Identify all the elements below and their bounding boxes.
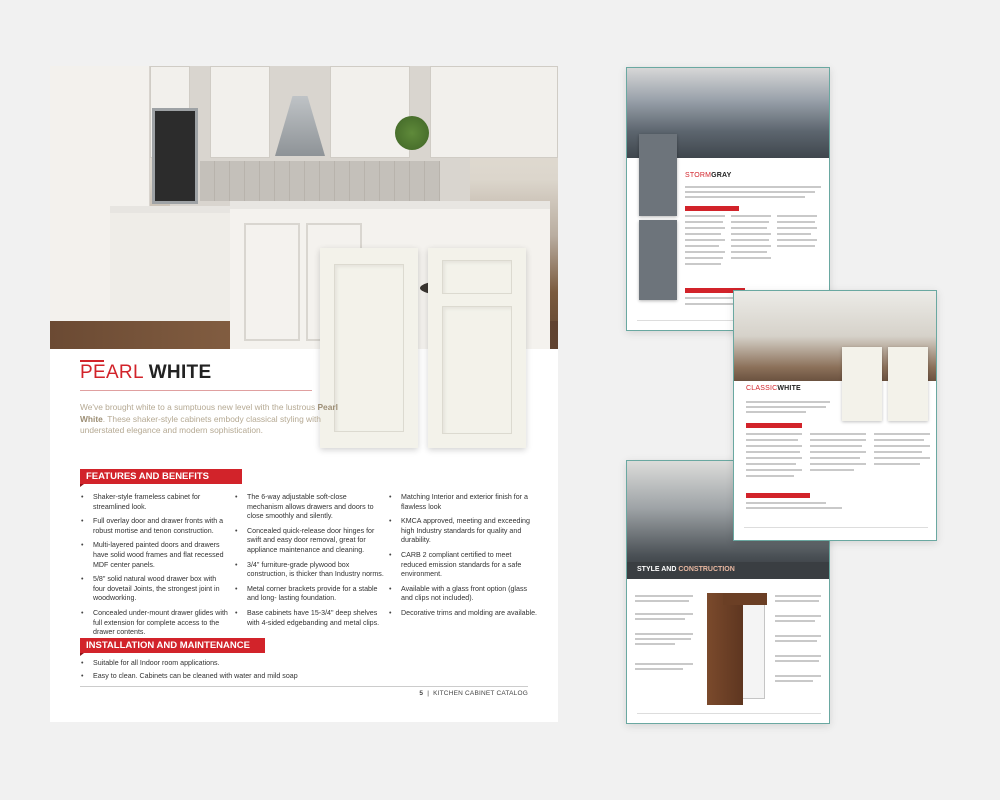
- list-item: • Concealed quick-release door hinges for swift and easy door removal, great for appliance maintenance and cleaning.: [234, 527, 384, 556]
- list-item: • Shaker-style frameless cabinet for streamlined look.: [80, 493, 230, 512]
- catalog-page-pearl-white: [50, 66, 558, 722]
- list-item: • CARB 2 compliant certified to meet reduced emission standards for a safe environment.: [388, 551, 538, 580]
- list-item: • Multi-layered painted doors and drawers have solid wood frames and flat recessed MDF center panels.: [80, 541, 230, 570]
- title-divider: [80, 390, 312, 391]
- list-item: • 5/8" solid natural wood drawer box with four dovetail Joints, the strongest joint in woodworking.: [80, 575, 230, 604]
- title-bold-word: WHITE: [148, 362, 212, 383]
- installation-heading: INSTALLATION AND MAINTENANCE: [80, 638, 265, 653]
- section-band: [627, 562, 829, 579]
- thumbnail-title: STYLE AND CONSTRUCTION: [637, 566, 735, 573]
- thumbnail-title: STORMGRAY: [685, 172, 732, 179]
- door-sample: [639, 220, 677, 300]
- installation-list: [80, 659, 380, 684]
- list-item: • 3/4" furniture-grade plywood box construction, is thicker than Industry norms.: [234, 561, 384, 580]
- footer-divider: [80, 686, 528, 687]
- list-item: • Matching Interior and exterior finish for a flawless look: [388, 493, 538, 512]
- page-footer: [419, 690, 528, 697]
- door-sample: [842, 347, 882, 421]
- catalog-name: KITCHEN CABINET CATALOG: [433, 690, 528, 697]
- features-column-1: [80, 493, 230, 643]
- thumbnail-page-classic-white[interactable]: [733, 290, 937, 541]
- list-item: • Concealed under-mount drawer glides with full extension for complete access to the drawer contents.: [80, 609, 230, 638]
- list-item: • Available with a glass front option (glass and clips not included).: [388, 585, 538, 604]
- page-number: 5: [419, 690, 424, 697]
- list-item: • The 6-way adjustable soft-close mechanism allows drawers and doors to close smoothly and silently.: [234, 493, 384, 522]
- door-sample: [888, 347, 928, 421]
- list-item: • Easy to clean. Cabinets can be cleaned with water and mild soap: [80, 672, 380, 682]
- footer-separator: |: [427, 690, 430, 697]
- list-item: • Base cabinets have 15-3/4" deep shelves with 4-sided edgebanding and metal clips.: [234, 609, 384, 628]
- list-item: • Full overlay door and drawer fronts with a robust mortise and tenon construction.: [80, 517, 230, 536]
- list-item: • KMCA approved, meeting and exceeding high Industry standards for quality and durability.: [388, 517, 538, 546]
- page-title: [80, 362, 211, 384]
- features-column-3: [388, 493, 538, 624]
- list-item: • Decorative trims and molding are available.: [388, 609, 538, 619]
- features-column-2: [234, 493, 384, 633]
- intro-paragraph: We've brought white to a sumptuous new level with the lustrous Pearl White. These shaker-style cabinets embody classical styling with understated elegance and modern sophistication.: [80, 402, 338, 436]
- features-heading: FEATURES AND BENEFITS: [80, 469, 242, 484]
- list-item: • Suitable for all Indoor room applications.: [80, 659, 380, 669]
- cabinet-construction-diagram: [707, 593, 767, 705]
- list-item: • Metal corner brackets provide for a stable and long- lasting foundation.: [234, 585, 384, 604]
- door-sample-drawer-door: [428, 248, 526, 448]
- thumbnail-title: CLASSICWHITE: [746, 385, 801, 392]
- title-light-word: PEARL: [80, 362, 144, 383]
- door-sample: [639, 134, 677, 216]
